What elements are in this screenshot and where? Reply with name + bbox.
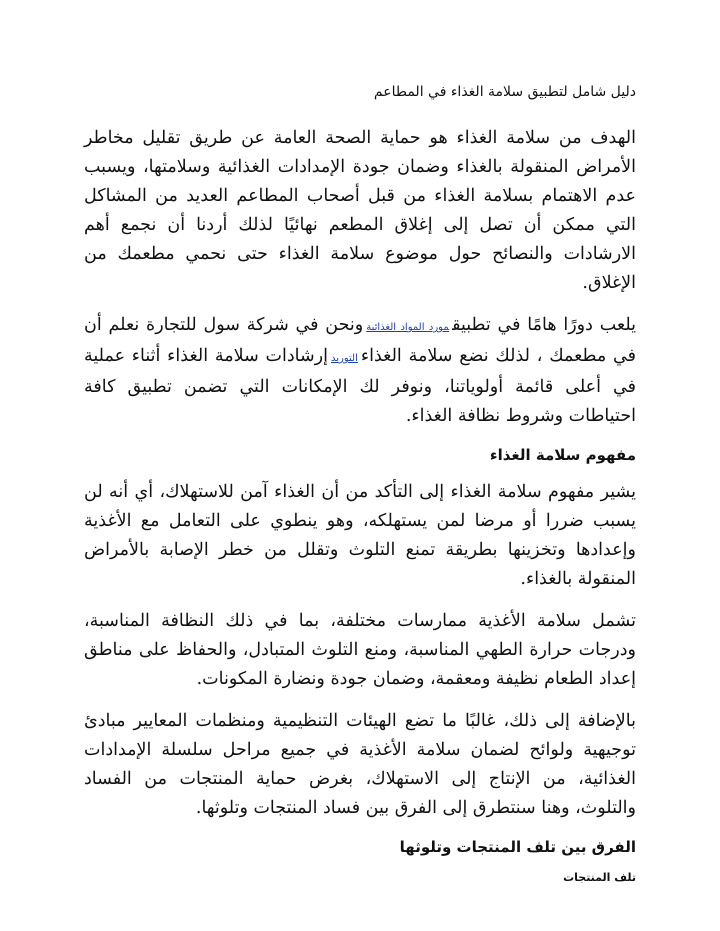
difference-heading: الفرق بين تلف المنتجات وتلوثها <box>399 838 636 856</box>
supply-link[interactable]: التوريد <box>330 353 358 364</box>
spoilage-subheading: تلف المنتجات <box>563 871 636 884</box>
document-title: دليل شامل لتطبيق سلامة الغذاء في المطاعم <box>373 84 636 100</box>
food-supplier-link[interactable]: مورد المواد الغذائية <box>366 322 450 333</box>
intro-paragraph: الهدف من سلامة الغذاء هو حماية الصحة العامة عن طريق تقليل مخاطر الأمراض المنقولة بالغذاء وضمان جودة الإمدادات الغذائية وسلامتها، ويسبب عدم الاهتمام بسلامة الغذاء من قبل أصحاب المطاعم العديد من المشاكل التي ممكن أن تصل إلى إغلاق المطعم نهائيًا لذلك أردنا أن نجمع أهم الارشادات والنصائح حول موضوع سلامة الغذاء حتى نحمي مطعمك من الإغلاق. <box>84 128 636 293</box>
company-paragraph <box>84 311 636 431</box>
company-paragraph-text-2: ونحن في شركة سول للتجارة نعلم أن في مطعمك ، لذلك نضع سلامة الغذاء <box>84 315 636 366</box>
concept-paragraph-2: تشمل سلامة الأغذية ممارسات مختلفة، بما في ذلك النظافة المناسبة، ودرجات حرارة الطهي المناسبة، ومنع التلوث المتبادل، والحفاظ على مناطق إعداد الطعام نظيفة ومعقمة، وضمان جودة ونضارة المكونات. <box>84 611 636 689</box>
company-paragraph-text-3: إرشادات سلامة الغذاء أثناء عملية في أعلى قائمة أولوياتنا، ونوفر لك الإمكانات التي تضمن تطبيق كافة احتياطات وشروط نظافة الغذاء. <box>84 346 636 426</box>
company-paragraph-text-1: يلعب دورًا هامًا في تطبيق <box>452 315 636 335</box>
document-page <box>84 82 636 886</box>
concept-paragraph-3: بالإضافة إلى ذلك، غالبًا ما تضع الهيئات التنظيمية ومنظمات المعايير مبادئ توجيهية ولوائح لضمان سلامة الأغذية في جميع مراحل سلسلة الإمدادات الغذائية، من الإنتاج إلى الاستهلاك، بغرض حماية المنتجات من الفساد والتلوث، وهنا سنتطرق إلى الفرق بين فساد المنتجات وتلوثها. <box>84 711 636 818</box>
concept-heading: مفهوم سلامة الغذاء <box>489 446 636 464</box>
concept-paragraph-1: يشير مفهوم سلامة الغذاء إلى التأكد من أن الغذاء آمن للاستهلاك، أي أنه لن يسبب ضررا أو مرضا لمن يستهلكه، وهو ينطوي على التعامل مع الأغذية وإعدادها وتخزينها بطريقة تمنع التلوث وتقلل من خطر الإصابة بالأمراض المنقولة بالغذاء. <box>84 482 636 589</box>
